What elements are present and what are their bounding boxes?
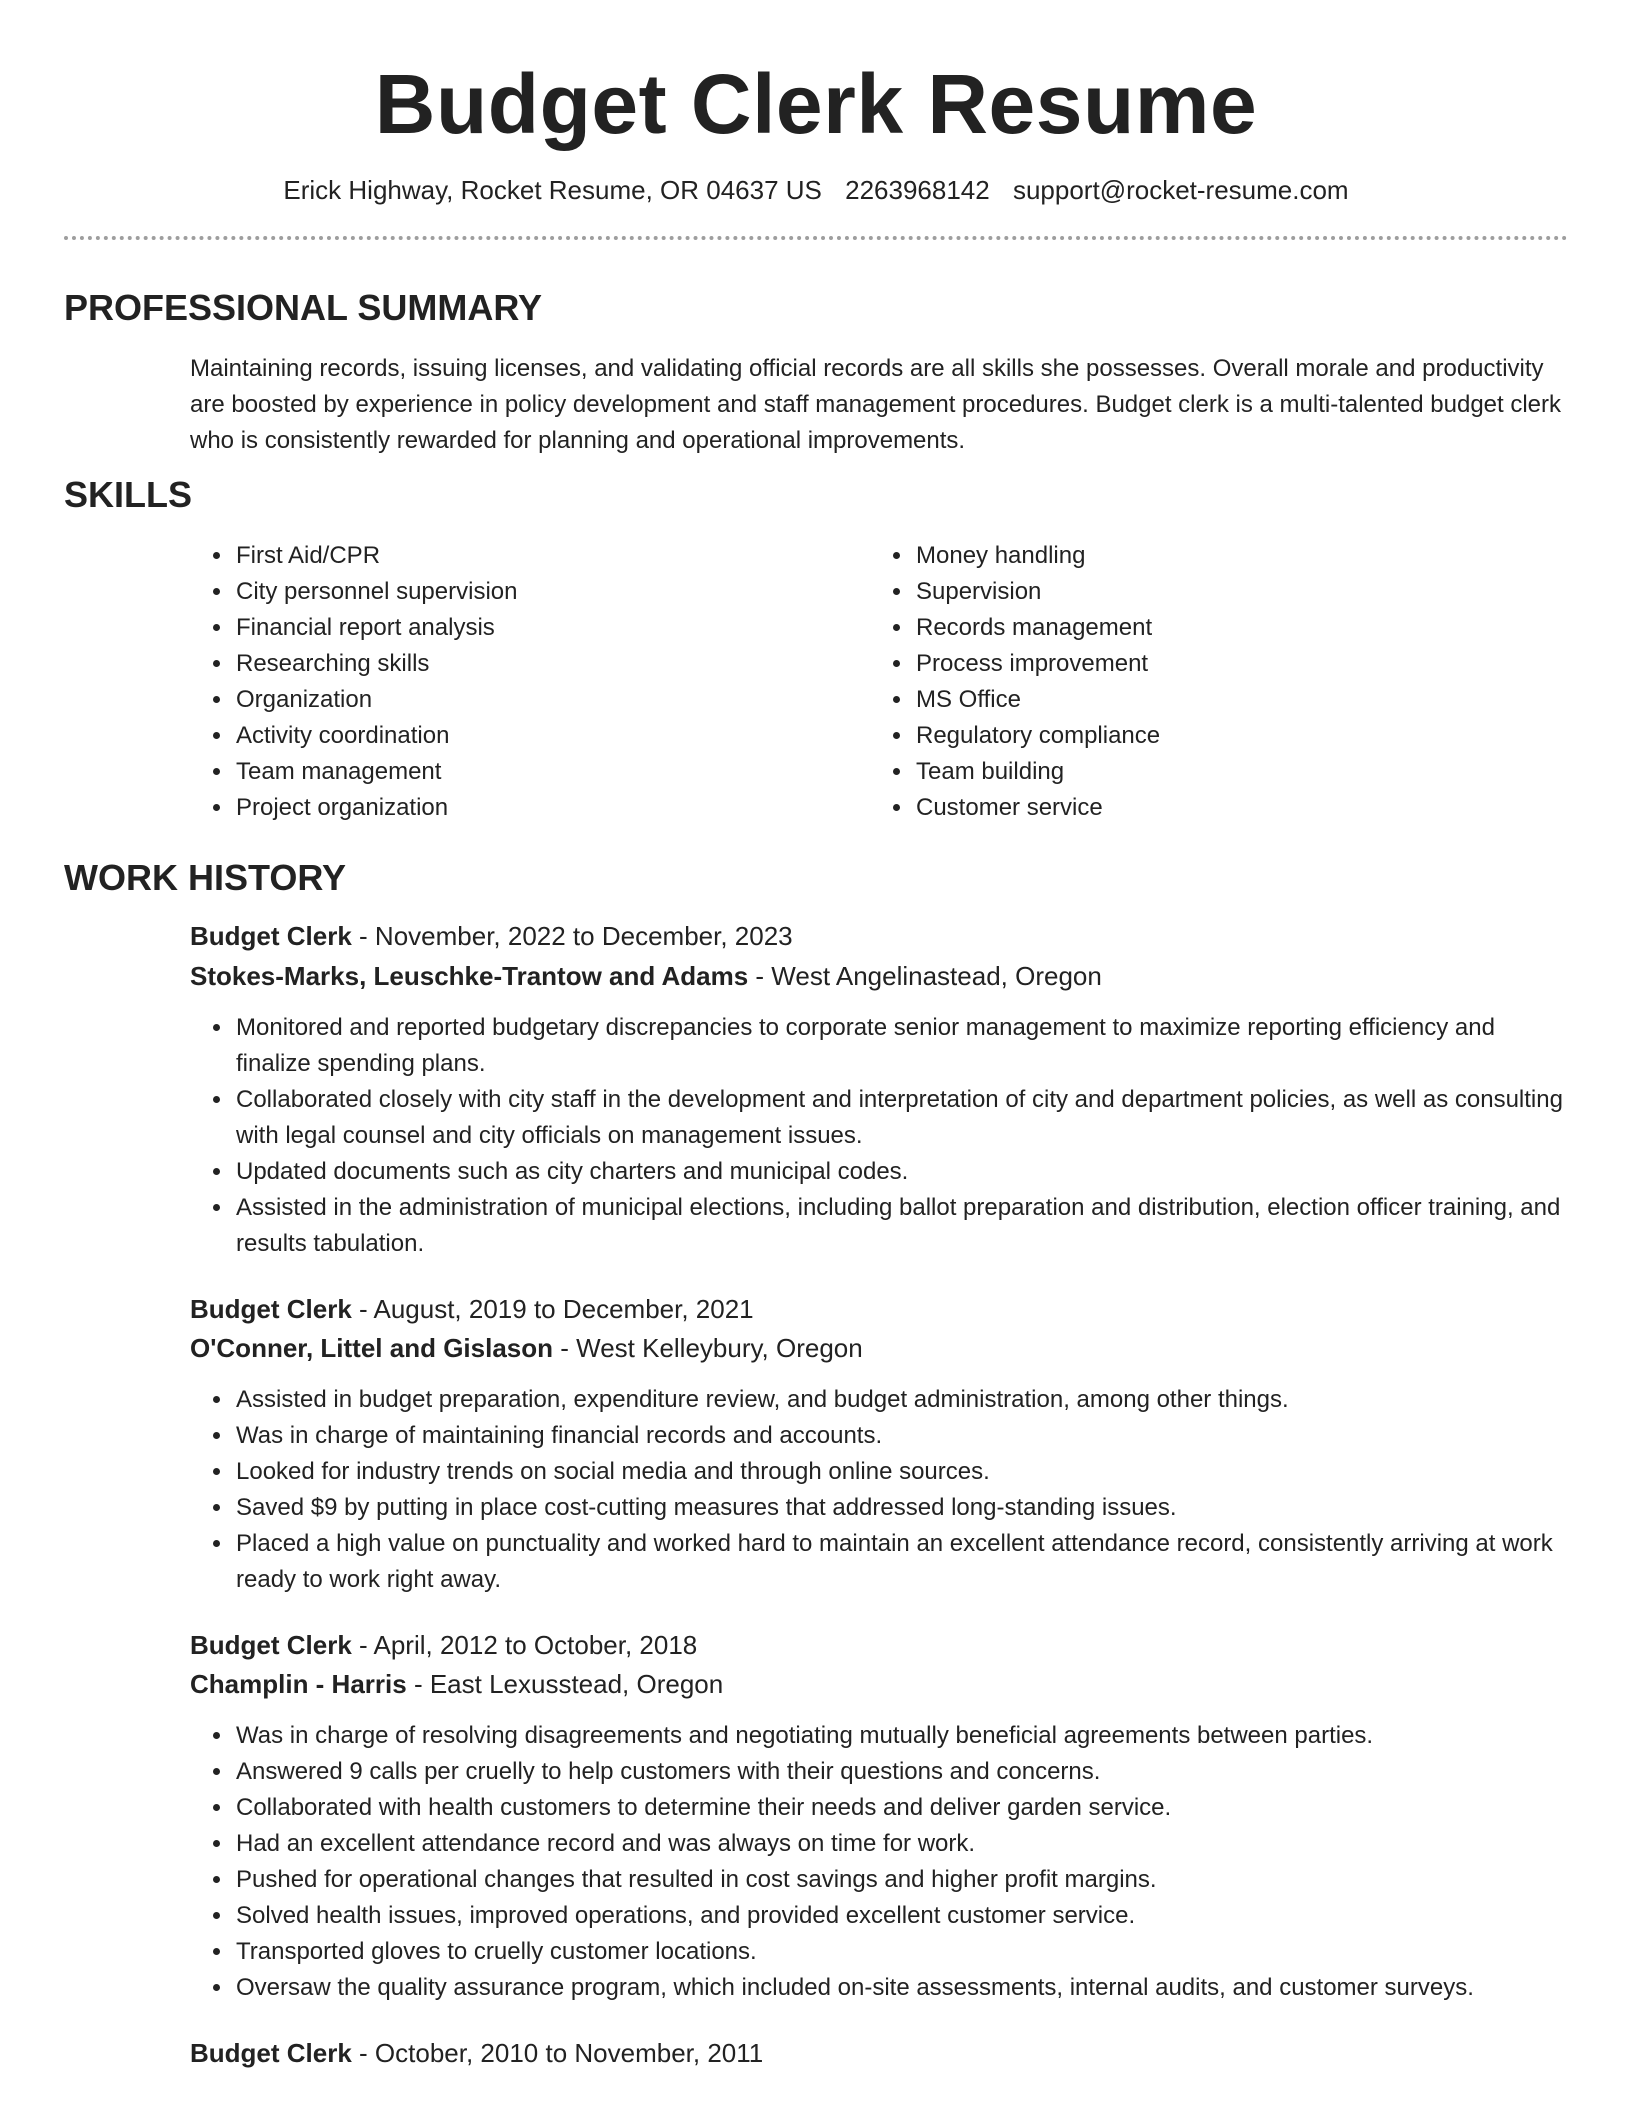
work-history-heading: WORK HISTORY xyxy=(64,857,347,899)
contact-address: Erick Highway, Rocket Resume, OR 04637 US xyxy=(283,174,822,205)
job-dates: - November, 2022 to December, 2023 xyxy=(351,921,793,952)
job-bullet: • Monitored and reported budgetary discrepancies to corporate senior management to maximize reporting efficiency and finalize spending plans. xyxy=(234,1010,1568,1082)
skill-item: • City personnel supervision xyxy=(234,574,870,610)
job-company: O'Conner, Littel and Gislason xyxy=(190,1332,554,1363)
skill-item: • MS Office xyxy=(914,682,1550,718)
contact-email: support@rocket-resume.com xyxy=(1012,174,1349,205)
job-bullet: • Was in charge of resolving disagreements and negotiating mutually beneficial agreements between parties. xyxy=(234,1718,1568,1754)
job-bullet: • Looked for industry trends on social media and through online sources. xyxy=(234,1454,1568,1490)
job-title: Budget Clerk xyxy=(190,1293,352,1324)
job-bullet: • Transported gloves to cruelly customer locations. xyxy=(234,1934,1568,1970)
summary-section xyxy=(64,286,1568,459)
skill-item: • Team management xyxy=(234,754,870,790)
skills-section xyxy=(64,473,1568,826)
job-title-line xyxy=(190,1630,1568,1661)
skill-item: • First Aid/CPR xyxy=(234,538,870,574)
job-location: - West Kelleybury, Oregon xyxy=(553,1332,863,1363)
job-company-line xyxy=(190,1669,1568,1700)
job-entry xyxy=(190,2038,1568,2069)
job-company-line xyxy=(190,1333,1568,1364)
job-title-line xyxy=(190,921,1568,952)
summary-heading: PROFESSIONAL SUMMARY xyxy=(64,286,543,328)
resume-page xyxy=(64,0,1568,2070)
skill-item: • Team building xyxy=(914,754,1550,790)
header-divider xyxy=(64,236,1568,240)
job-location: - East Lexusstead, Oregon xyxy=(406,1669,724,1700)
job-bullet: • Saved $9 by putting in place cost-cutting measures that addressed long-standing issues. xyxy=(234,1490,1568,1526)
job-dates: - April, 2012 to October, 2018 xyxy=(351,1630,698,1661)
skill-item: • Records management xyxy=(914,610,1550,646)
job-bullets xyxy=(190,1382,1568,1598)
job-bullet: • Pushed for operational changes that resulted in cost savings and higher profit margins. xyxy=(234,1862,1568,1898)
summary-text: Maintaining records, issuing licenses, and validating official records are all skills she possesses. Overall morale and productivity are boosted by experience in policy development and staff management procedures. Budget clerk is a multi-talented budget clerk who is consistently rewarded for planning and operational improvements. xyxy=(190,354,1562,454)
job-bullet: • Solved health issues, improved operations, and provided excellent customer service. xyxy=(234,1898,1568,1934)
job-company-line xyxy=(190,961,1568,992)
work-history-section xyxy=(64,856,1568,2070)
job-dates: - October, 2010 to November, 2011 xyxy=(351,2038,764,2069)
job-title: Budget Clerk xyxy=(190,1630,352,1661)
job-dates: - August, 2019 to December, 2021 xyxy=(351,1293,754,1324)
skill-item: • Activity coordination xyxy=(234,718,870,754)
skill-item: • Organization xyxy=(234,682,870,718)
job-title: Budget Clerk xyxy=(190,921,352,952)
job-bullet: • Updated documents such as city charters and municipal codes. xyxy=(234,1154,1568,1190)
skill-item: • Process improvement xyxy=(914,646,1550,682)
job-title-line xyxy=(190,2038,1568,2069)
job-bullet: • Placed a high value on punctuality and worked hard to maintain an excellent attendance record, consistently arriving at work ready to work right away. xyxy=(234,1526,1568,1598)
skill-item: • Financial report analysis xyxy=(234,610,870,646)
job-location: - West Angelinastead, Oregon xyxy=(748,960,1102,991)
job-bullet: • Assisted in budget preparation, expenditure review, and budget administration, among other things. xyxy=(234,1382,1568,1418)
job-bullets xyxy=(190,1010,1568,1262)
contact-line xyxy=(64,175,1568,206)
resume-title: Budget Clerk Resume xyxy=(374,57,1258,151)
job-entry xyxy=(190,1630,1568,2006)
job-company: Stokes-Marks, Leuschke-Trantow and Adams xyxy=(190,960,749,991)
job-entry xyxy=(190,921,1568,1261)
job-company: Champlin - Harris xyxy=(190,1669,407,1700)
job-bullet: • Oversaw the quality assurance program, which included on-site assessments, internal audits, and customer surveys. xyxy=(234,1970,1568,2006)
skill-item: • Supervision xyxy=(914,574,1550,610)
skills-grid xyxy=(190,538,1568,826)
skills-column-right xyxy=(870,538,1550,826)
job-bullet: • Assisted in the administration of municipal elections, including ballot preparation and distribution, election officer training, and results tabulation. xyxy=(234,1190,1568,1262)
skill-item: • Researching skills xyxy=(234,646,870,682)
skill-item: • Project organization xyxy=(234,790,870,826)
job-entry xyxy=(190,1294,1568,1598)
job-title-line xyxy=(190,1294,1568,1325)
skills-column-left xyxy=(190,538,870,826)
job-bullet: • Had an excellent attendance record and was always on time for work. xyxy=(234,1826,1568,1862)
job-bullet: • Collaborated closely with city staff in the development and interpretation of city and department policies, as well as consulting with legal counsel and city officials on management issues. xyxy=(234,1082,1568,1154)
job-title: Budget Clerk xyxy=(190,2038,352,2069)
skill-item: • Money handling xyxy=(914,538,1550,574)
job-bullet: • Was in charge of maintaining financial records and accounts. xyxy=(234,1418,1568,1454)
job-bullets xyxy=(190,1718,1568,2006)
job-bullet: • Collaborated with health customers to determine their needs and deliver garden service. xyxy=(234,1790,1568,1826)
skill-item: • Customer service xyxy=(914,790,1550,826)
job-bullet: • Answered 9 calls per cruelly to help customers with their questions and concerns. xyxy=(234,1754,1568,1790)
contact-phone: 2263968142 xyxy=(845,174,990,205)
skill-item: • Regulatory compliance xyxy=(914,718,1550,754)
skills-heading: SKILLS xyxy=(64,473,193,515)
